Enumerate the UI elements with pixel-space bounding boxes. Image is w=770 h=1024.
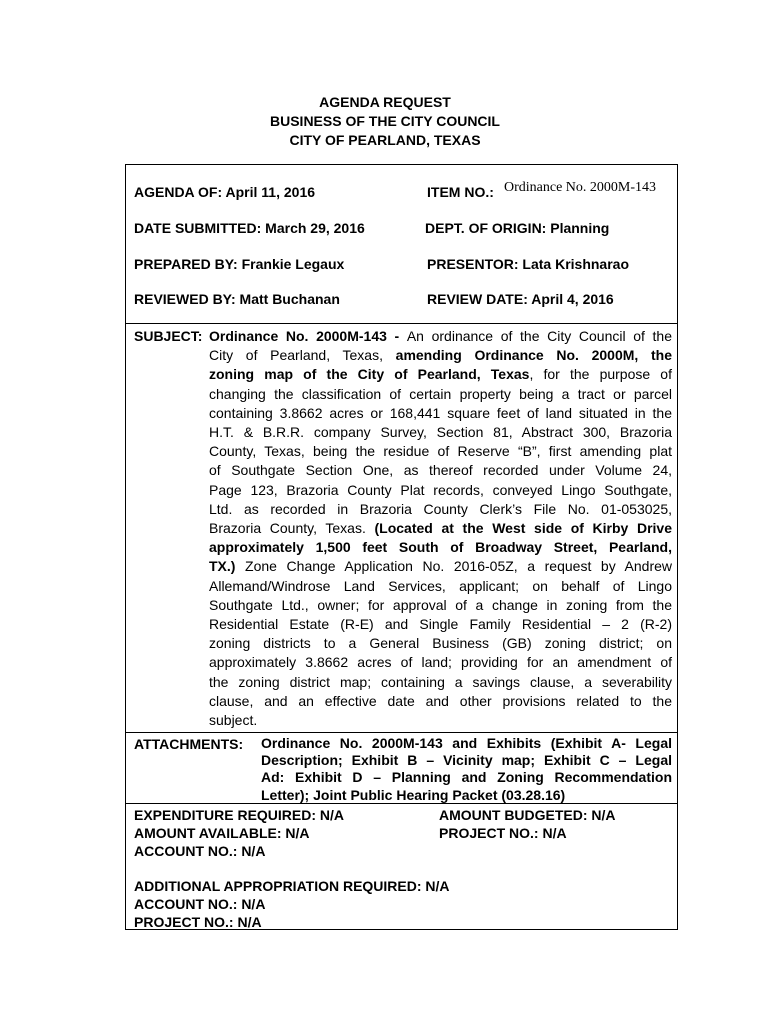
subject-line — [209, 461, 672, 480]
subject-line — [209, 577, 672, 596]
subject-segment: amending Ordinance No. 2000M, the — [395, 347, 672, 364]
item-no-value: Ordinance No. 2000M-143 — [504, 180, 657, 195]
subject-segment: clause, and an effective date and other provisions related to the — [209, 692, 672, 709]
expenditure-required: EXPENDITURE REQUIRED: N/A — [134, 807, 345, 823]
attachments-line: Description; Exhibit B – Vicinity map; Exhibit C – Legal — [261, 752, 672, 769]
subject-line — [209, 365, 672, 384]
reviewed-by: REVIEWED BY: Matt Buchanan — [134, 291, 340, 307]
subject-line — [209, 557, 672, 576]
subject-label: SUBJECT: — [134, 328, 203, 344]
account-no-2: ACCOUNT NO.: N/A — [134, 896, 266, 912]
subject-text — [209, 327, 672, 730]
subject-segment: County, Texas, being the residue of Reserve “B”, first amending plat — [209, 443, 672, 460]
subject-line — [209, 653, 672, 672]
attachments-label: ATTACHMENTS: — [134, 736, 244, 752]
subject-line — [209, 500, 672, 519]
subject-line — [209, 596, 672, 615]
subject-segment: , for the purpose of — [529, 366, 672, 383]
attachments-line: Letter); Joint Public Hearing Packet (03.28.16) — [261, 786, 566, 803]
subject-segment: An ordinance of the City Council of the — [406, 328, 672, 344]
date-submitted: DATE SUBMITTED: March 29, 2016 — [134, 220, 365, 236]
amount-budgeted: AMOUNT BUDGETED: N/A — [439, 807, 616, 823]
attachments-text — [261, 735, 672, 804]
subject-segment: (Located at the West side of Kirby Drive — [374, 520, 672, 537]
subject-line — [209, 538, 672, 557]
presentor: PRESENTOR: Lata Krishnarao — [427, 256, 630, 272]
divider-info-subject — [125, 323, 678, 324]
subject-segment: zoning map of the City of Pearland, Texas — [209, 366, 530, 383]
subject-line — [209, 404, 672, 423]
agenda-of: AGENDA OF: April 11, 2016 — [134, 184, 316, 200]
subject-segment: Ltd. as recorded in Brazoria County Clerk’s File No. 01-053025, — [209, 500, 672, 517]
subject-segment: approximately 1,500 feet South of Broadway Street, Pearland, — [209, 539, 672, 556]
subject-segment: approximately 3.8662 acres of land; providing for an amendment of — [209, 654, 672, 671]
item-no-label: ITEM NO.: — [427, 184, 494, 200]
subject-line — [209, 385, 672, 404]
subject-line — [209, 346, 672, 365]
subject-segment: containing 3.8662 acres or 168,441 square feet of land situated in the — [209, 404, 672, 421]
prepared-by: PREPARED BY: Frankie Legaux — [134, 256, 345, 272]
subject-line — [209, 711, 672, 730]
subject-segment: subject. — [209, 712, 258, 729]
subject-segment: Southgate Ltd., owner; for approval of a change in zoning from the — [209, 596, 672, 613]
subject-segment: Brazoria County, Texas. — [209, 520, 375, 537]
subject-line — [209, 673, 672, 692]
attachments-line: Ordinance No. 2000M-143 and Exhibits (Exhibit A- Legal — [261, 735, 672, 751]
subject-segment: changing the classification of certain property being a tract or parcel — [209, 385, 672, 402]
amount-available: AMOUNT AVAILABLE: N/A — [134, 825, 310, 841]
dept-of-origin: DEPT. OF ORIGIN: Planning — [425, 220, 610, 236]
subject-segment: Zone Change Application No. 2016-05Z, a request by Andrew — [235, 558, 672, 575]
attachments-line: Ad: Exhibit D – Planning and Zoning Recommendation — [261, 769, 672, 786]
subject-line — [209, 519, 672, 538]
review-date: REVIEW DATE: April 4, 2016 — [427, 291, 614, 307]
account-no: ACCOUNT NO.: N/A — [134, 843, 266, 859]
subject-segment: Residential Estate (R-E) and Single Family Residential – 2 (R-2) — [209, 616, 672, 633]
project-no-2: PROJECT NO.: N/A — [134, 914, 262, 930]
title-business: BUSINESS OF THE CITY COUNCIL — [270, 113, 500, 129]
subject-line — [209, 615, 672, 634]
subject-segment: of Southgate Section One, as thereof recorded under Volume 24, — [209, 462, 672, 479]
subject-segment: City of Pearland, Texas, — [209, 347, 396, 364]
divider-subject-attachments — [125, 732, 678, 733]
subject-segment: Allemand/Windrose Land Services, applicant; on behalf of Lingo — [209, 577, 672, 594]
project-no: PROJECT NO.: N/A — [439, 825, 567, 841]
subject-segment: zoning districts to a General Business (GB) zoning district; on — [209, 635, 672, 652]
subject-line — [209, 634, 672, 653]
subject-segment: Page 123, Brazoria County Plat records, conveyed Lingo Southgate, — [209, 481, 672, 498]
title-city: CITY OF PEARLAND, TEXAS — [289, 132, 481, 148]
subject-segment: Ordinance No. 2000M-143 - — [209, 328, 407, 344]
subject-line — [209, 423, 672, 442]
subject-line — [209, 442, 672, 461]
subject-line — [209, 481, 672, 500]
subject-line — [209, 327, 672, 346]
title-agenda-request: AGENDA REQUEST — [319, 94, 451, 110]
subject-segment: H.T. & B.R.R. company Survey, Section 81, Abstract 300, Brazoria — [209, 424, 672, 441]
additional-appropriation: ADDITIONAL APPROPRIATION REQUIRED: N/A — [134, 878, 450, 894]
subject-segment: the zoning district map; containing a savings clause, a severability — [209, 673, 672, 690]
subject-segment: TX.) — [209, 558, 236, 575]
subject-line — [209, 692, 672, 711]
